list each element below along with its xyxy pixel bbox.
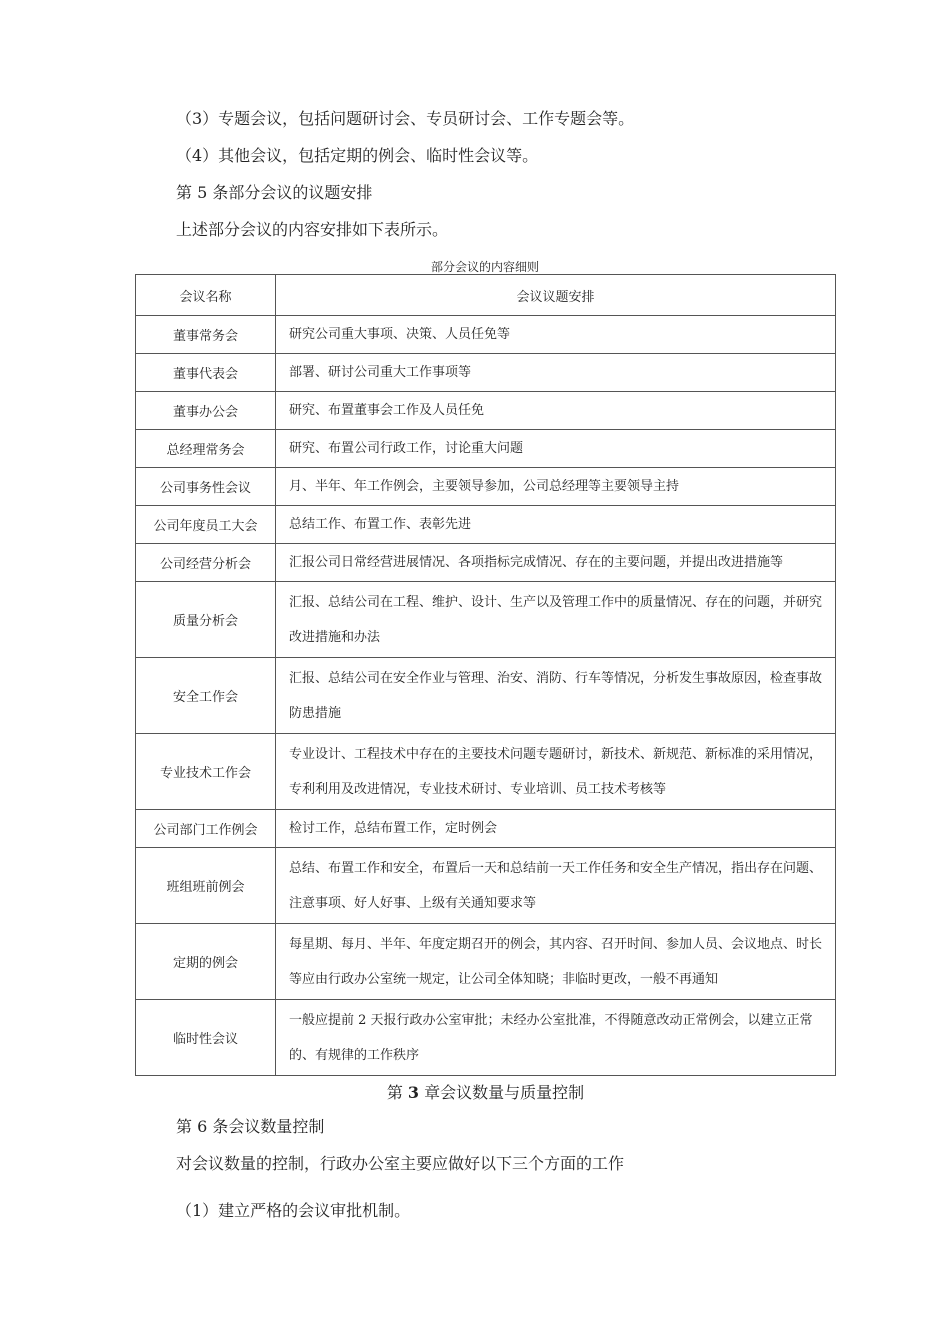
meeting-agenda: 汇报公司日常经营进展情况、各项指标完成情况、存在的主要问题，并提出改进措施等 [276,544,836,582]
meeting-name: 董事常务会 [136,316,276,354]
meeting-agenda: 检讨工作，总结布置工作，定时例会 [276,810,836,848]
paragraph: （4）其他会议，包括定期的例会、临时性会议等。 [176,146,539,165]
table-caption: 部分会议的内容细则 [430,260,539,274]
table-row [136,544,836,582]
chapter-heading [135,1080,836,1103]
table-row [136,1000,836,1076]
meeting-agenda: 研究、布置公司行政工作，讨论重大问题 [276,430,836,468]
chapter-number: 3 [407,1083,420,1102]
table-row [136,848,836,924]
meeting-agenda: 研究公司重大事项、决策、人员任免等 [276,316,836,354]
meeting-agenda: 总结工作、布置工作、表彰先进 [276,506,836,544]
meeting-name: 安全工作会 [136,658,276,734]
meeting-name: 公司事务性会议 [136,468,276,506]
table-row [136,468,836,506]
meeting-name: 临时性会议 [136,1000,276,1076]
table-header-row [136,275,836,316]
table-row [136,392,836,430]
meeting-name: 公司年度员工大会 [136,506,276,544]
meeting-name: 公司经营分析会 [136,544,276,582]
meeting-name: 董事办公会 [136,392,276,430]
table-row [136,658,836,734]
meeting-name: 总经理常务会 [136,430,276,468]
table-row [136,734,836,810]
meeting-agenda: 汇报、总结公司在安全作业与管理、治安、消防、行车等情况，分析发生事故原因，检查事故防患措施 [276,658,836,734]
paragraph: （1）建立严格的会议审批机制。 [176,1201,411,1220]
table-row [136,810,836,848]
meeting-agenda: 总结、布置工作和安全，布置后一天和总结前一天工作任务和安全生产情况，指出存在问题、注意事项、好人好事、上级有关通知要求等 [276,848,836,924]
paragraph: 对会议数量的控制，行政办公室主要应做好以下三个方面的工作 [176,1154,625,1173]
meeting-name: 董事代表会 [136,354,276,392]
table-row [136,506,836,544]
chapter-title: 章会议数量与质量控制 [419,1083,585,1102]
meeting-name: 专业技术工作会 [136,734,276,810]
meeting-name: 班组班前例会 [136,848,276,924]
meeting-name: 公司部门工作例会 [136,810,276,848]
meeting-agenda: 专业设计、工程技术中存在的主要技术问题专题研讨，新技术、新规范、新标准的采用情况，专利利用及改进情况，专业技术研讨、专业培训、员工技术考核等 [276,734,836,810]
meeting-agenda: 月、半年、年工作例会，主要领导参加，公司总经理等主要领导主持 [276,468,836,506]
paragraph: （3）专题会议，包括问题研讨会、专员研讨会、工作专题会等。 [176,109,635,128]
paragraph: 上述部分会议的内容安排如下表所示。 [176,220,449,239]
meeting-agenda: 每星期、每月、半年、年度定期召开的例会，其内容、召开时间、参加人员、会议地点、时长等应由行政办公室统一规定，让公司全体知晓；非临时更改，一般不再通知 [276,924,836,1000]
table-row [136,316,836,354]
table-row [136,354,836,392]
section-heading: 第 6 条会议数量控制 [176,1117,325,1136]
table-row [136,924,836,1000]
chapter-prefix: 第 [386,1083,408,1102]
section-heading: 第 5 条部分会议的议题安排 [176,183,373,202]
meeting-agenda: 汇报、总结公司在工程、维护、设计、生产以及管理工作中的质量情况、存在的问题，并研究改进措施和办法 [276,582,836,658]
meeting-name: 定期的例会 [136,924,276,1000]
column-header: 会议议题安排 [276,275,836,316]
meeting-agenda: 一般应提前 2 天报行政办公室审批；未经办公室批准，不得随意改动正常例会，以建立正常的、有规律的工作秩序 [276,1000,836,1076]
meeting-table [135,274,836,1076]
table-row [136,430,836,468]
meeting-agenda: 部署、研讨公司重大工作事项等 [276,354,836,392]
table-row [136,582,836,658]
column-header: 会议名称 [136,275,276,316]
meeting-agenda: 研究、布置董事会工作及人员任免 [276,392,836,430]
meeting-name: 质量分析会 [136,582,276,658]
